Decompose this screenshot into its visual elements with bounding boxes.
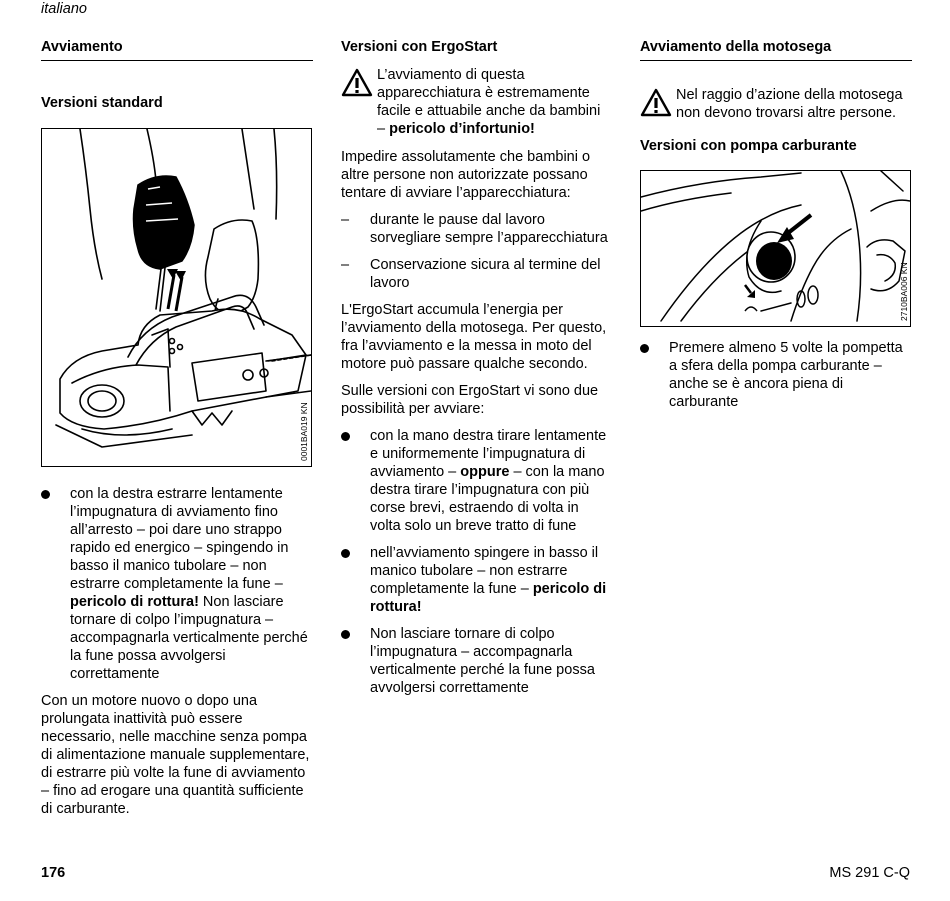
starting-chainsaw-illustration bbox=[42, 129, 311, 466]
figure-code: 2710BA006 KN bbox=[899, 262, 909, 321]
bullet-icon bbox=[41, 490, 50, 499]
column-3 bbox=[640, 38, 912, 411]
figure-fuel-pump bbox=[640, 170, 911, 327]
bullet-icon bbox=[341, 432, 350, 441]
instruction-list bbox=[640, 339, 912, 411]
fuel-pump-illustration bbox=[641, 171, 910, 326]
paragraph-two-options: Sulle versioni con ErgoStart vi sono due possibilità per avviare: bbox=[341, 383, 599, 417]
list-item: nell’avviamento spingere in basso il manico tubolare – non estrarre completamente la fune – pericolo di rottura! bbox=[341, 544, 611, 616]
list-item: – Conservazione sicura al termine del lavoro bbox=[341, 257, 601, 291]
warning-triangle-icon bbox=[640, 88, 672, 117]
bullet-icon bbox=[341, 630, 350, 639]
section-heading-motosega: Avviamento della motosega bbox=[640, 38, 912, 61]
dash-list bbox=[341, 211, 611, 292]
list-item: – durante le pause dal lavoro sorvegliare sempre l’apparecchiatura bbox=[341, 212, 608, 246]
paragraph-new-engine: Con un motore nuovo o dopo una prolungata inattività può essere necessario, nelle macchine senza pompa di alimentazione manuale supplementare, di estrarre più volte la fune di avviamento – fino ad erogare una quantità sufficiente di carburante. bbox=[41, 693, 310, 817]
language-label: italiano bbox=[41, 1, 87, 17]
column-1 bbox=[41, 38, 313, 818]
section-heading-ergostart: Versioni con ErgoStart bbox=[341, 39, 498, 55]
paragraph-ergostart-energy: L'ErgoStart accumula l’energia per l’avviamento della motosega. Per questo, fra l’avviamento e la messa in moto del motore può passare qualche secondo. bbox=[341, 302, 607, 372]
model-name: MS 291 C-Q bbox=[829, 865, 910, 881]
figure-code: 0001BA019 KN bbox=[299, 402, 309, 461]
list-item: Premere almeno 5 volte la pompetta a sfera della pompa carburante – anche se è ancora piena di carburante bbox=[640, 339, 912, 411]
instruction-list bbox=[41, 485, 313, 683]
paragraph-prevent-children: Impedire assolutamente che bambini o altre persone non autorizzate possano tentare di avviare l’apparecchiatura: bbox=[341, 149, 591, 201]
bullet-icon bbox=[640, 344, 649, 353]
list-item: con la destra estrarre lentamente l’impugnatura di avviamento fino all’arresto – poi dare uno strappo rapido ed energico – spingendo in basso il manico tubolare – non estrarre completamente la fune – pericolo di rottura! Non lasciare tornare di colpo l’impugnatura – accompagnarla verticalmente perché la fune possa avvolgersi correttamente bbox=[41, 485, 313, 683]
list-item: con la mano destra tirare lentamente e uniformemente l’impugnatura di avviamento – oppure – con la mano destra tirare l’impugnatura con più corse brevi, estraendo di volta in volta solo un breve tratto di fune bbox=[341, 427, 611, 535]
list-item: Non lasciare tornare di colpo l’impugnatura – accompagnarla verticalmente perché la fune possa avvolgersi correttamente bbox=[341, 625, 611, 697]
bullet-list bbox=[341, 427, 611, 697]
warning-block: L’avviamento di questa apparecchiatura è estremamente facile e attuabile anche da bambini – pericolo d’infortunio! bbox=[341, 66, 611, 138]
figure-starting-chainsaw bbox=[41, 128, 312, 467]
subheading-pompa-carburante: Versioni con pompa carburante bbox=[640, 138, 857, 154]
subheading-versioni-standard: Versioni standard bbox=[41, 95, 163, 111]
page-number: 176 bbox=[41, 865, 66, 881]
column-2 bbox=[341, 38, 611, 697]
warning-block: Nel raggio d’azione della motosega non devono trovarsi altre persone. bbox=[640, 86, 912, 122]
bullet-icon bbox=[341, 549, 350, 558]
section-heading-avviamento: Avviamento bbox=[41, 38, 313, 61]
warning-triangle-icon bbox=[341, 68, 373, 97]
